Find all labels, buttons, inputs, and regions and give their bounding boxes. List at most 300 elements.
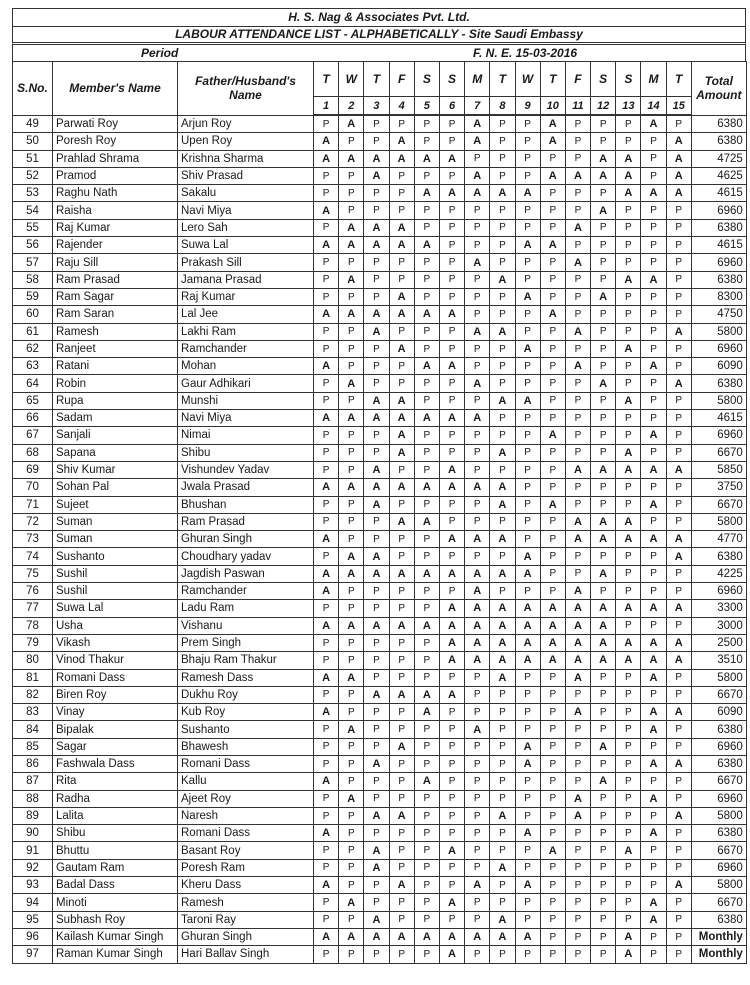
attendance-cell: P xyxy=(591,842,616,859)
attendance-cell: P xyxy=(515,513,540,530)
attendance-cell: P xyxy=(641,928,666,945)
attendance-cell: P xyxy=(540,410,565,427)
father-name-cell: Ramesh xyxy=(178,894,314,911)
attendance-cell: P xyxy=(616,237,641,254)
attendance-cell: P xyxy=(465,358,490,375)
attendance-cell: P xyxy=(616,911,641,928)
table-row xyxy=(13,461,747,478)
attendance-cell: P xyxy=(591,271,616,288)
attendance-cell: P xyxy=(666,410,691,427)
attendance-cell: A xyxy=(314,928,339,945)
total-amount-cell: 3750 xyxy=(691,479,746,496)
attendance-cell: A xyxy=(389,686,414,703)
attendance-cell: A xyxy=(439,479,464,496)
attendance-cell: P xyxy=(414,254,439,271)
attendance-cell: P xyxy=(414,946,439,963)
attendance-cell: A xyxy=(389,928,414,945)
attendance-cell: P xyxy=(540,392,565,409)
attendance-cell: P xyxy=(515,375,540,392)
attendance-cell: P xyxy=(339,755,364,772)
attendance-cell: P xyxy=(565,150,590,167)
attendance-cell: P xyxy=(540,323,565,340)
attendance-cell: P xyxy=(364,704,389,721)
attendance-cell: A xyxy=(641,721,666,738)
serial-number-cell: 82 xyxy=(13,686,53,703)
member-name-cell: Kailash Kumar Singh xyxy=(53,928,178,945)
attendance-cell: P xyxy=(439,773,464,790)
member-name-cell: Sushil xyxy=(53,565,178,582)
attendance-cell: P xyxy=(364,721,389,738)
attendance-cell: P xyxy=(339,444,364,461)
attendance-cell: P xyxy=(490,219,515,236)
total-amount-cell: 6670 xyxy=(691,842,746,859)
attendance-cell: A xyxy=(414,617,439,634)
attendance-cell: P xyxy=(641,167,666,184)
attendance-cell: P xyxy=(389,375,414,392)
attendance-cell: P xyxy=(666,392,691,409)
attendance-cell: A xyxy=(490,617,515,634)
attendance-cell: P xyxy=(465,807,490,824)
attendance-cell: P xyxy=(389,600,414,617)
member-name-cell: Usha xyxy=(53,617,178,634)
table-row xyxy=(13,652,747,669)
serial-number-cell: 52 xyxy=(13,167,53,184)
attendance-cell: A xyxy=(565,790,590,807)
member-name-cell: Vinod Thakur xyxy=(53,652,178,669)
attendance-cell: P xyxy=(666,565,691,582)
total-amount-cell: 5800 xyxy=(691,323,746,340)
table-row xyxy=(13,911,747,928)
attendance-cell: A xyxy=(339,410,364,427)
attendance-cell: P xyxy=(666,721,691,738)
attendance-cell: A xyxy=(641,704,666,721)
attendance-cell: P xyxy=(389,859,414,876)
attendance-cell: P xyxy=(616,479,641,496)
table-row xyxy=(13,946,747,963)
attendance-cell: P xyxy=(339,859,364,876)
member-name-cell: Sujeet xyxy=(53,496,178,513)
attendance-cell: P xyxy=(616,427,641,444)
attendance-cell: P xyxy=(439,911,464,928)
table-row xyxy=(13,202,747,219)
serial-number-cell: 66 xyxy=(13,410,53,427)
attendance-cell: A xyxy=(666,807,691,824)
father-name-cell: Sakalu xyxy=(178,185,314,202)
attendance-cell: A xyxy=(389,565,414,582)
attendance-cell: A xyxy=(616,946,641,963)
total-amount-cell: 6960 xyxy=(691,202,746,219)
attendance-cell: A xyxy=(565,531,590,548)
attendance-cell: P xyxy=(339,583,364,600)
attendance-cell: P xyxy=(591,185,616,202)
attendance-cell: A xyxy=(339,669,364,686)
attendance-cell: P xyxy=(439,392,464,409)
attendance-cell: P xyxy=(490,202,515,219)
attendance-cell: P xyxy=(540,444,565,461)
attendance-cell: A xyxy=(364,150,389,167)
attendance-cell: P xyxy=(666,427,691,444)
total-amount-cell: 5800 xyxy=(691,877,746,894)
attendance-cell: A xyxy=(490,531,515,548)
attendance-cell: P xyxy=(314,513,339,530)
attendance-cell: A xyxy=(389,513,414,530)
total-amount-cell: 5800 xyxy=(691,392,746,409)
member-name-cell: Radha xyxy=(53,790,178,807)
table-row xyxy=(13,565,747,582)
serial-number-cell: 96 xyxy=(13,928,53,945)
attendance-cell: A xyxy=(515,548,540,565)
attendance-cell: A xyxy=(389,807,414,824)
total-amount-cell: 5800 xyxy=(691,807,746,824)
attendance-cell: P xyxy=(515,306,540,323)
father-name-cell: Naresh xyxy=(178,807,314,824)
attendance-cell: P xyxy=(339,946,364,963)
day-letter-header: T xyxy=(540,62,565,97)
father-name-cell: Krishna Sharma xyxy=(178,150,314,167)
table-row xyxy=(13,669,747,686)
attendance-cell: A xyxy=(364,548,389,565)
attendance-cell: P xyxy=(616,115,641,133)
attendance-cell: P xyxy=(314,288,339,305)
attendance-cell: A xyxy=(389,479,414,496)
attendance-cell: P xyxy=(465,946,490,963)
attendance-cell: P xyxy=(565,271,590,288)
attendance-cell: P xyxy=(540,271,565,288)
serial-number-cell: 50 xyxy=(13,133,53,150)
attendance-cell: P xyxy=(490,340,515,357)
attendance-cell: P xyxy=(565,237,590,254)
attendance-cell: P xyxy=(490,306,515,323)
attendance-cell: A xyxy=(414,565,439,582)
serial-number-cell: 91 xyxy=(13,842,53,859)
attendance-cell: A xyxy=(465,410,490,427)
attendance-cell: P xyxy=(565,410,590,427)
attendance-cell: A xyxy=(314,704,339,721)
attendance-cell: P xyxy=(389,583,414,600)
attendance-cell: P xyxy=(465,340,490,357)
attendance-cell: P xyxy=(490,133,515,150)
attendance-cell: P xyxy=(314,271,339,288)
attendance-cell: A xyxy=(490,634,515,651)
attendance-cell: P xyxy=(591,254,616,271)
attendance-cell: A xyxy=(439,185,464,202)
attendance-cell: P xyxy=(364,444,389,461)
attendance-cell: P xyxy=(641,150,666,167)
table-row xyxy=(13,755,747,772)
attendance-cell: P xyxy=(314,461,339,478)
attendance-cell: A xyxy=(515,738,540,755)
attendance-cell: P xyxy=(490,150,515,167)
attendance-cell: P xyxy=(540,185,565,202)
attendance-cell: A xyxy=(339,237,364,254)
total-amount-cell: 5800 xyxy=(691,669,746,686)
attendance-cell: A xyxy=(515,825,540,842)
attendance-cell: P xyxy=(515,167,540,184)
total-amount-cell: 3510 xyxy=(691,652,746,669)
attendance-cell: A xyxy=(565,669,590,686)
table-row xyxy=(13,583,747,600)
attendance-cell: P xyxy=(565,444,590,461)
attendance-cell: A xyxy=(616,150,641,167)
day-letter-header: S xyxy=(439,62,464,97)
attendance-cell: P xyxy=(465,150,490,167)
attendance-cell: P xyxy=(339,634,364,651)
attendance-cell: A xyxy=(465,928,490,945)
total-amount-cell: 5850 xyxy=(691,461,746,478)
father-name-cell: Prem Singh xyxy=(178,634,314,651)
serial-number-cell: 54 xyxy=(13,202,53,219)
table-row xyxy=(13,375,747,392)
father-name-cell: Bhushan xyxy=(178,496,314,513)
attendance-cell: P xyxy=(364,115,389,133)
attendance-cell: P xyxy=(641,392,666,409)
attendance-cell: P xyxy=(616,669,641,686)
serial-number-cell: 93 xyxy=(13,877,53,894)
total-amount-cell: 3300 xyxy=(691,600,746,617)
father-name-cell: Prakash Sill xyxy=(178,254,314,271)
attendance-cell: P xyxy=(339,842,364,859)
attendance-cell: A xyxy=(439,634,464,651)
attendance-cell: P xyxy=(364,877,389,894)
attendance-cell: P xyxy=(314,185,339,202)
father-name-cell: Ajeet Roy xyxy=(178,790,314,807)
day-letter-header: T xyxy=(314,62,339,97)
day-number-header: 9 xyxy=(515,97,540,116)
attendance-cell: P xyxy=(666,202,691,219)
day-number-header: 5 xyxy=(414,97,439,116)
attendance-cell: A xyxy=(515,877,540,894)
table-row xyxy=(13,738,747,755)
attendance-cell: P xyxy=(565,946,590,963)
member-name-cell: Parwati Roy xyxy=(53,115,178,133)
member-name-cell: Poresh Roy xyxy=(53,133,178,150)
attendance-cell: P xyxy=(591,686,616,703)
attendance-cell: P xyxy=(465,894,490,911)
total-amount-cell: 6090 xyxy=(691,358,746,375)
attendance-cell: P xyxy=(314,444,339,461)
member-name-cell: Sushil xyxy=(53,583,178,600)
attendance-cell: P xyxy=(616,755,641,772)
attendance-cell: P xyxy=(616,375,641,392)
serial-number-cell: 49 xyxy=(13,115,53,133)
attendance-cell: P xyxy=(565,842,590,859)
attendance-cell: P xyxy=(490,410,515,427)
attendance-cell: P xyxy=(591,133,616,150)
attendance-cell: P xyxy=(591,583,616,600)
attendance-cell: P xyxy=(439,375,464,392)
attendance-cell: P xyxy=(565,115,590,133)
attendance-cell: A xyxy=(389,237,414,254)
attendance-cell: A xyxy=(515,634,540,651)
attendance-cell: A xyxy=(616,340,641,357)
day-letter-header: T xyxy=(490,62,515,97)
attendance-cell: A xyxy=(339,721,364,738)
attendance-cell: P xyxy=(490,946,515,963)
attendance-cell: A xyxy=(389,617,414,634)
total-amount-cell: 6380 xyxy=(691,825,746,842)
attendance-cell: A xyxy=(490,323,515,340)
attendance-cell: P xyxy=(565,565,590,582)
attendance-cell: P xyxy=(465,513,490,530)
attendance-cell: P xyxy=(389,358,414,375)
attendance-cell: A xyxy=(314,877,339,894)
attendance-cell: A xyxy=(439,150,464,167)
attendance-cell: A xyxy=(666,755,691,772)
attendance-cell: P xyxy=(314,634,339,651)
day-number-header: 8 xyxy=(490,97,515,116)
attendance-cell: A xyxy=(641,755,666,772)
total-amount-cell: 4750 xyxy=(691,306,746,323)
attendance-cell: P xyxy=(339,185,364,202)
attendance-cell: A xyxy=(389,340,414,357)
attendance-cell: A xyxy=(414,306,439,323)
attendance-cell: A xyxy=(591,288,616,305)
attendance-cell: P xyxy=(465,237,490,254)
day-letter-header: S xyxy=(591,62,616,97)
attendance-cell: P xyxy=(490,894,515,911)
attendance-cell: A xyxy=(540,115,565,133)
table-row xyxy=(13,133,747,150)
attendance-cell: P xyxy=(591,496,616,513)
table-row xyxy=(13,842,747,859)
attendance-cell: P xyxy=(389,755,414,772)
table-row xyxy=(13,358,747,375)
total-amount-cell: 6960 xyxy=(691,583,746,600)
attendance-cell: P xyxy=(540,738,565,755)
attendance-cell: P xyxy=(339,496,364,513)
attendance-cell: P xyxy=(414,375,439,392)
table-row xyxy=(13,323,747,340)
attendance-cell: P xyxy=(389,704,414,721)
day-number-header: 12 xyxy=(591,97,616,116)
attendance-cell: P xyxy=(616,548,641,565)
attendance-cell: P xyxy=(465,773,490,790)
attendance-cell: A xyxy=(439,894,464,911)
attendance-cell: A xyxy=(666,185,691,202)
attendance-cell: A xyxy=(389,738,414,755)
attendance-cell: A xyxy=(641,825,666,842)
attendance-cell: A xyxy=(439,600,464,617)
attendance-cell: P xyxy=(414,790,439,807)
day-letter-header: W xyxy=(339,62,364,97)
attendance-cell: P xyxy=(515,219,540,236)
attendance-cell: P xyxy=(666,894,691,911)
attendance-cell: P xyxy=(439,167,464,184)
attendance-cell: A xyxy=(465,583,490,600)
attendance-cell: P xyxy=(540,513,565,530)
table-row xyxy=(13,531,747,548)
attendance-cell: P xyxy=(439,237,464,254)
attendance-cell: A xyxy=(339,219,364,236)
attendance-cell: A xyxy=(389,877,414,894)
attendance-cell: P xyxy=(465,755,490,772)
member-name-cell: Romani Dass xyxy=(53,669,178,686)
attendance-cell: A xyxy=(364,306,389,323)
total-amount-cell: 6670 xyxy=(691,894,746,911)
attendance-cell: P xyxy=(465,911,490,928)
attendance-cell: A xyxy=(439,410,464,427)
attendance-cell: P xyxy=(389,531,414,548)
table-row xyxy=(13,288,747,305)
attendance-cell: P xyxy=(490,790,515,807)
attendance-cell: P xyxy=(641,288,666,305)
attendance-cell: P xyxy=(314,375,339,392)
attendance-cell: P xyxy=(666,219,691,236)
attendance-cell: A xyxy=(616,444,641,461)
attendance-cell: P xyxy=(591,721,616,738)
serial-number-cell: 62 xyxy=(13,340,53,357)
attendance-cell: P xyxy=(439,323,464,340)
attendance-cell: P xyxy=(515,479,540,496)
attendance-cell: P xyxy=(565,911,590,928)
father-name-cell: Navi Miya xyxy=(178,410,314,427)
attendance-cell: P xyxy=(389,634,414,651)
attendance-cell: P xyxy=(414,669,439,686)
attendance-cell: P xyxy=(414,531,439,548)
father-name-cell: Nimai xyxy=(178,427,314,444)
attendance-cell: P xyxy=(591,237,616,254)
attendance-cell: A xyxy=(439,842,464,859)
attendance-cell: A xyxy=(314,479,339,496)
attendance-cell: A xyxy=(339,565,364,582)
fne-date: F. N. E. 15-03-2016 xyxy=(473,46,578,60)
attendance-cell: A xyxy=(641,600,666,617)
attendance-cell: P xyxy=(591,807,616,824)
attendance-cell: P xyxy=(439,202,464,219)
attendance-cell: P xyxy=(465,825,490,842)
attendance-cell: P xyxy=(591,358,616,375)
attendance-cell: P xyxy=(540,704,565,721)
attendance-cell: A xyxy=(641,427,666,444)
attendance-cell: P xyxy=(565,340,590,357)
table-row xyxy=(13,928,747,945)
serial-number-cell: 61 xyxy=(13,323,53,340)
attendance-cell: P xyxy=(314,790,339,807)
father-name-cell: Arjun Roy xyxy=(178,115,314,133)
attendance-cell: P xyxy=(414,288,439,305)
attendance-cell: P xyxy=(591,928,616,945)
attendance-cell: P xyxy=(490,254,515,271)
attendance-cell: A xyxy=(540,237,565,254)
serial-number-cell: 92 xyxy=(13,859,53,876)
attendance-cell: A xyxy=(465,565,490,582)
table-row xyxy=(13,150,747,167)
attendance-cell: A xyxy=(414,185,439,202)
attendance-cell: A xyxy=(364,859,389,876)
attendance-cell: P xyxy=(540,894,565,911)
attendance-cell: A xyxy=(389,410,414,427)
attendance-cell: A xyxy=(465,721,490,738)
attendance-cell: P xyxy=(414,911,439,928)
attendance-cell: P xyxy=(515,773,540,790)
attendance-cell: A xyxy=(540,842,565,859)
attendance-cell: A xyxy=(616,513,641,530)
attendance-cell: A xyxy=(666,461,691,478)
attendance-cell: P xyxy=(439,219,464,236)
attendance-cell: A xyxy=(666,133,691,150)
attendance-cell: P xyxy=(414,427,439,444)
attendance-cell: P xyxy=(414,583,439,600)
father-name-cell: Lakhi Ram xyxy=(178,323,314,340)
attendance-cell: P xyxy=(414,634,439,651)
serial-number-cell: 77 xyxy=(13,600,53,617)
father-name-cell: Sushanto xyxy=(178,721,314,738)
attendance-cell: P xyxy=(641,565,666,582)
attendance-cell: P xyxy=(565,133,590,150)
attendance-cell: A xyxy=(465,185,490,202)
member-name-cell: Rupa xyxy=(53,392,178,409)
day-number-header: 7 xyxy=(465,97,490,116)
